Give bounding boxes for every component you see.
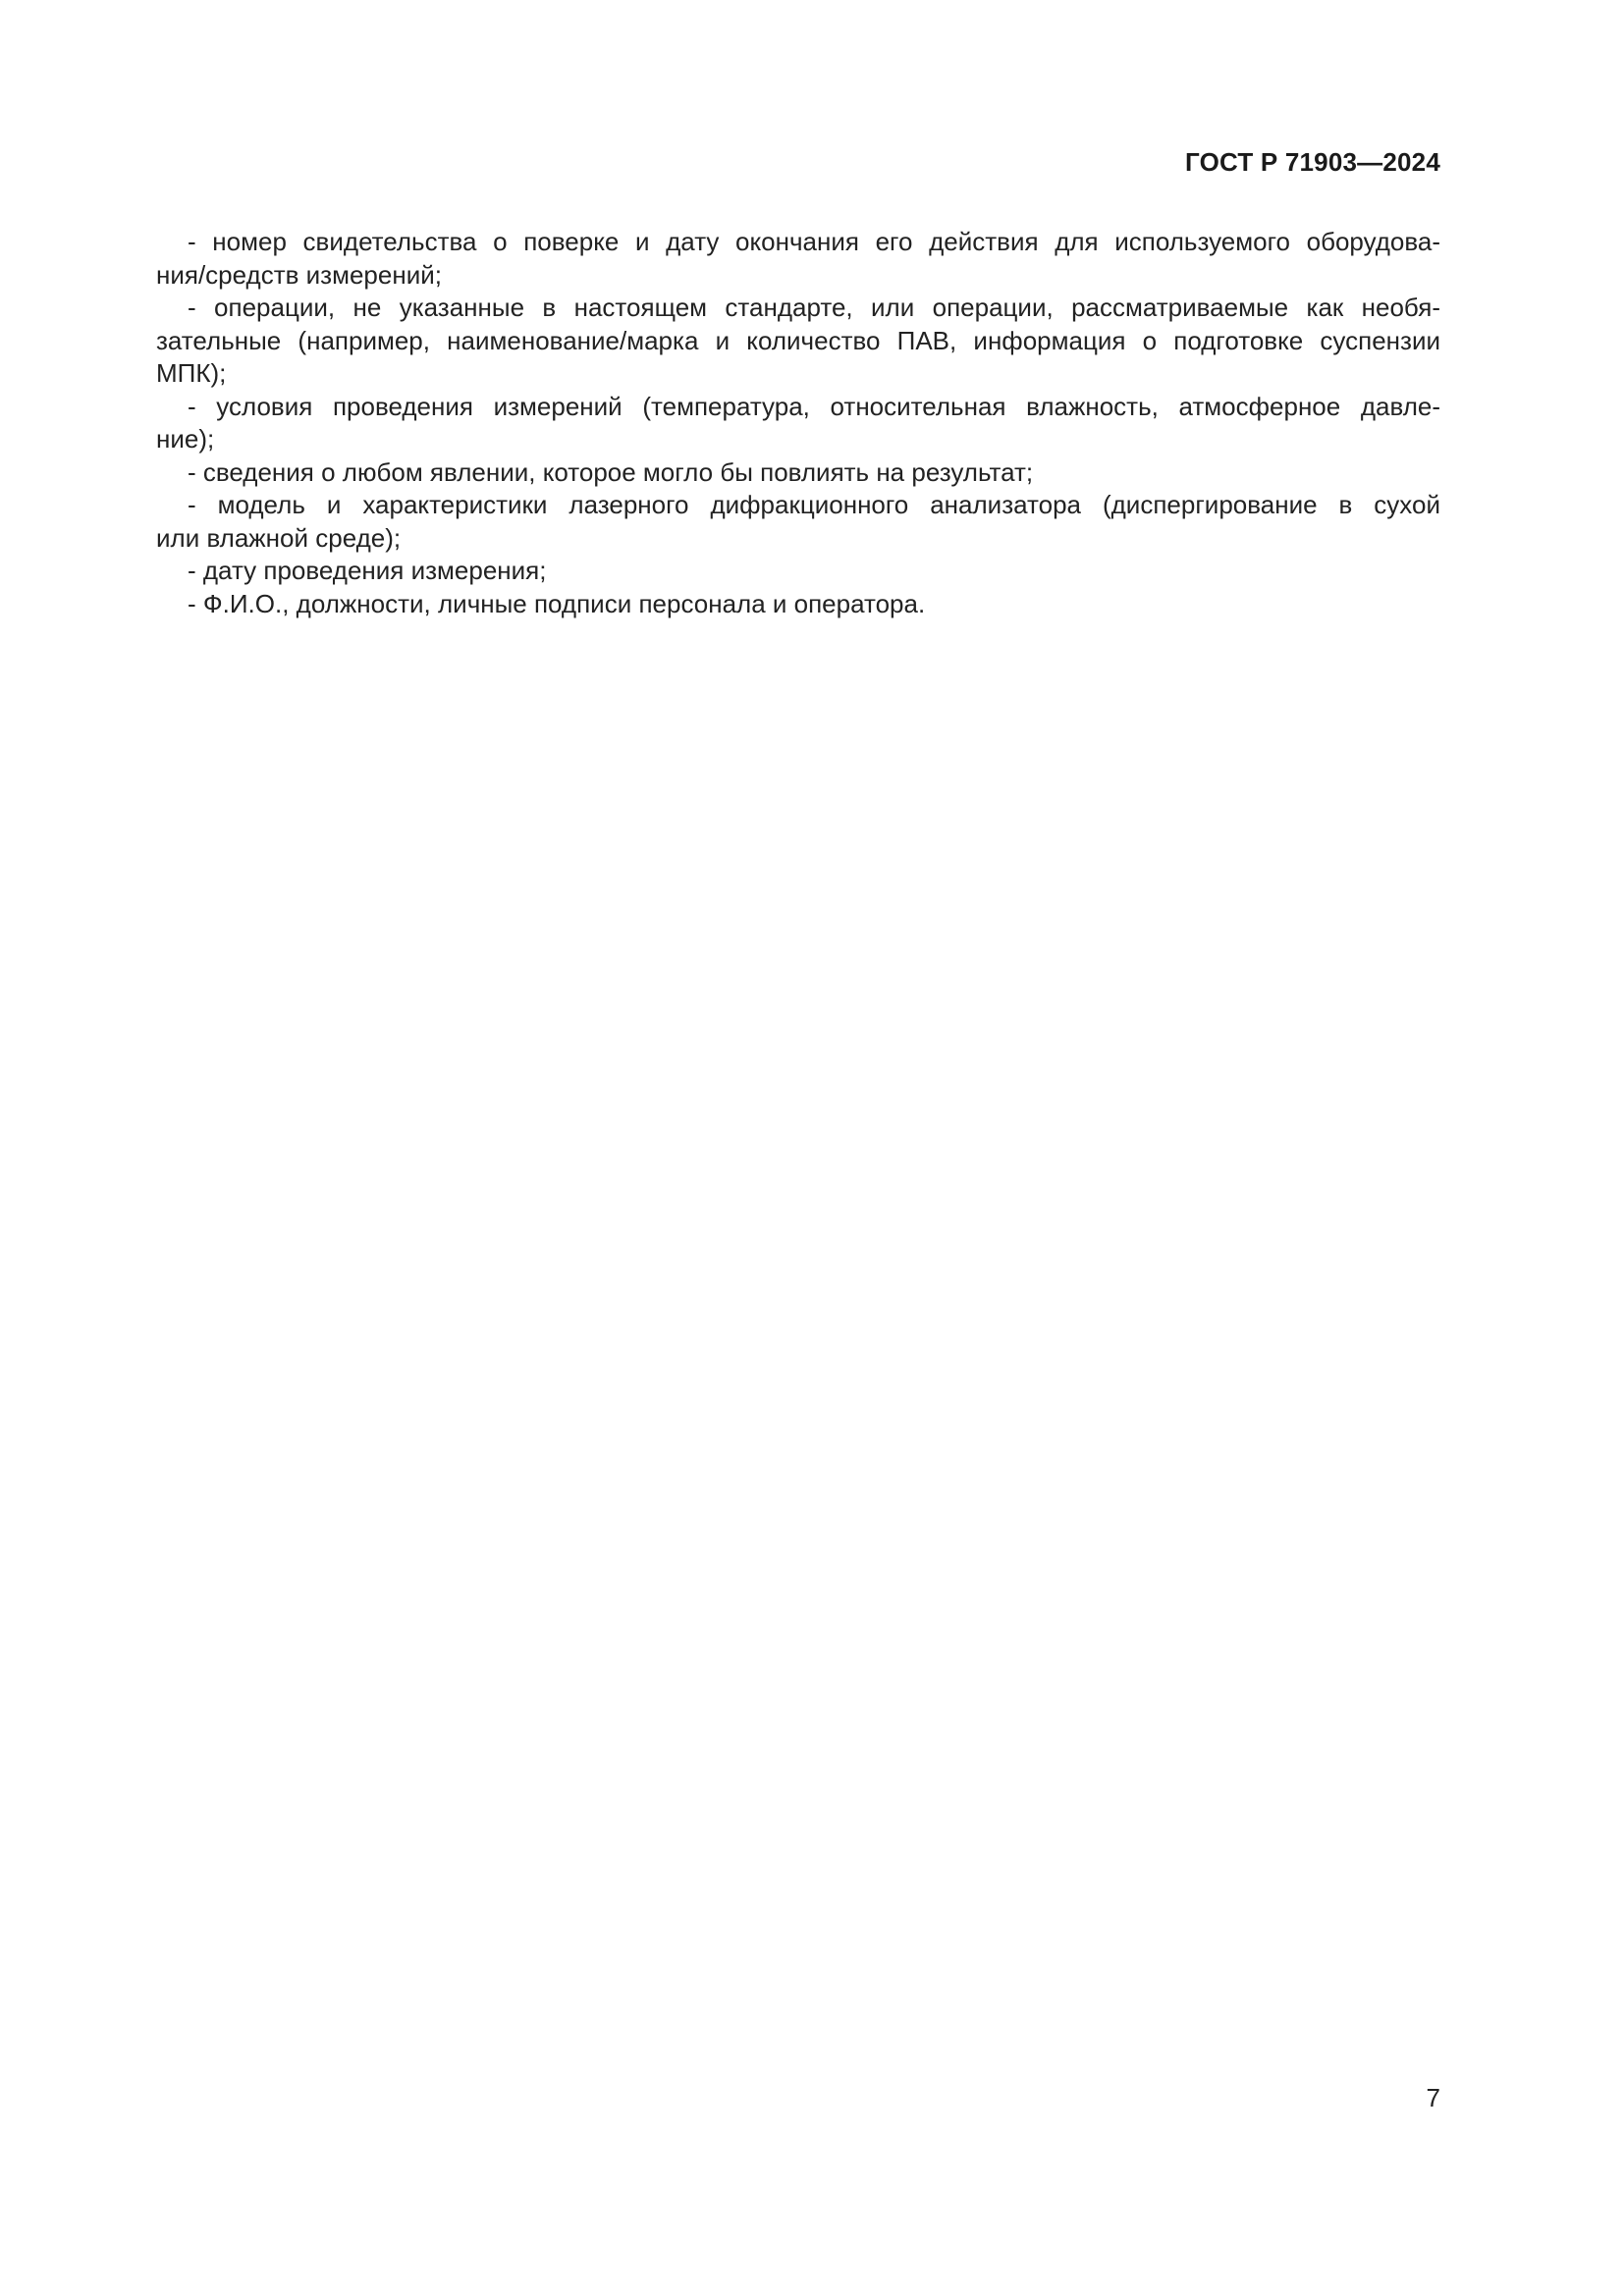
list-item-line: или влажной среде); — [156, 522, 402, 553]
list-item-line: - модель и характеристики лазерного дифракционного анализатора (диспергирование в сухой — [188, 490, 1440, 519]
list-item-line: - условия проведения измерений (температура, относительная влажность, атмосферное давле- — [188, 391, 1440, 421]
list-item-line: - сведения о любом явлении, которое могло бы повлиять на результат; — [188, 456, 1034, 487]
list-item-analyzer-model — [156, 489, 1440, 555]
list-item-line: ние); — [156, 424, 215, 454]
list-item-measurement-date — [156, 555, 1440, 588]
list-item-phenomena — [156, 456, 1440, 490]
requirements-list — [156, 226, 1440, 620]
list-item-line: - Ф.И.О., должности, личные подписи персонала и оператора. — [188, 588, 926, 618]
list-item-line: - номер свидетельства о поверке и дату окончания его действия для используемого оборудова- — [188, 227, 1440, 256]
standard-designation: ГОСТ Р 71903—2024 — [1185, 147, 1440, 177]
list-item-verification-certificate — [156, 226, 1440, 292]
list-item-line: - дату проведения измерения; — [188, 556, 547, 585]
list-item-operations — [156, 292, 1440, 391]
page-number: 7 — [1426, 2083, 1440, 2112]
list-item-measurement-conditions — [156, 391, 1440, 456]
list-item-line: - операции, не указанные в настоящем стандарте, или операции, рассматриваемые как необя- — [188, 293, 1440, 322]
list-item-line: МПК); — [156, 358, 227, 388]
list-item-line: зательные (например, наименование/марка и количество ПАВ, информация о подготовке суспензии — [156, 325, 1440, 355]
list-item-line: ния/средств измерений; — [156, 259, 442, 290]
list-item-personnel — [156, 588, 1440, 621]
